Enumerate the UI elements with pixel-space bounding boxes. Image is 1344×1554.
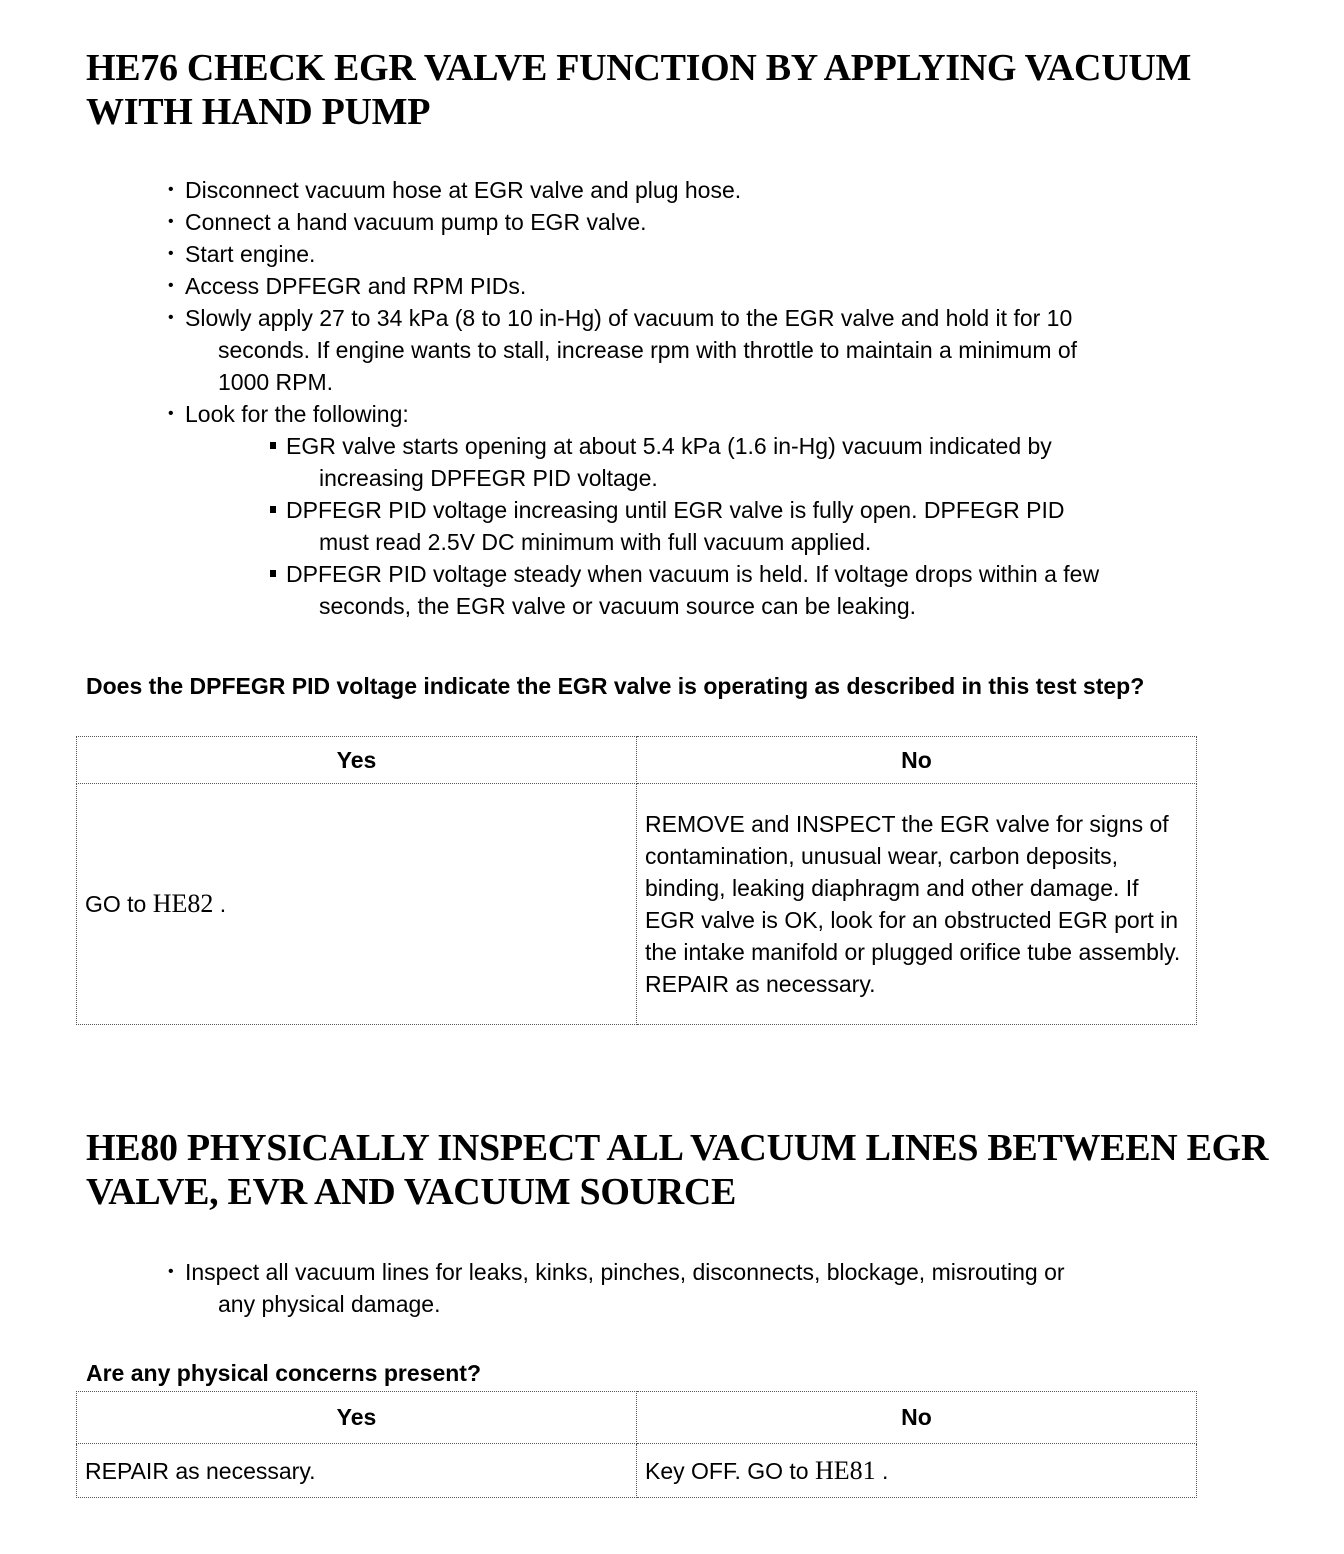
he80-decision-table — [76, 1391, 1197, 1498]
bullet-icon: • — [168, 309, 174, 326]
no-header: No — [637, 737, 1197, 784]
list-item: • Look for the following: EGR valve starts opening at about 5.4 kPa (1.6 in-Hg) vacuum indicated by increasing DPFEGR PID voltage. DPFEGR PID voltage increasing until EGR valve is fully open. DPFEGR PID must read 2.5V DC minimum with full vacuum applied. DPFEGR PID voltage steady when vacuum is held. If voltage drops within a few seconds, the EGR valve or vacuum source can be leaking. — [166, 398, 1276, 622]
yes-cell: GO to HE82 . — [77, 784, 637, 1025]
he82-link[interactable]: HE82 — [152, 889, 214, 918]
he81-link[interactable]: HE81 — [815, 1455, 876, 1485]
yes-header: Yes — [77, 737, 637, 784]
he80-question: Are any physical concerns present? — [86, 1360, 481, 1386]
bullet-icon: • — [168, 245, 174, 262]
list-item: DPFEGR PID voltage steady when vacuum is held. If voltage drops within a few seconds, the EGR valve or vacuum source can be leaking. — [270, 558, 1276, 622]
list-item: • Connect a hand vacuum pump to EGR valve. — [166, 206, 1276, 238]
he76-question: Does the DPFEGR PID voltage indicate the EGR valve is operating as described in this test step? — [86, 673, 1145, 699]
yes-header: Yes — [77, 1392, 637, 1444]
no-header: No — [637, 1392, 1197, 1444]
bullet-icon: • — [168, 1263, 174, 1280]
bullet-icon: • — [168, 277, 174, 294]
list-item: EGR valve starts opening at about 5.4 kPa (1.6 in-Hg) vacuum indicated by increasing DPFEGR PID voltage. — [270, 430, 1276, 494]
he80-steps-list — [166, 1256, 1276, 1320]
list-item: DPFEGR PID voltage increasing until EGR valve is fully open. DPFEGR PID must read 2.5V DC minimum with full vacuum applied. — [270, 494, 1276, 558]
list-item: • Access DPFEGR and RPM PIDs. — [166, 270, 1276, 302]
square-bullet-icon — [270, 570, 276, 577]
list-item: • Slowly apply 27 to 34 kPa (8 to 10 in-Hg) of vacuum to the EGR valve and hold it for 10 seconds. If engine wants to stall, increase rpm with throttle to maintain a minimum of 1000 RPM. — [166, 302, 1276, 398]
bullet-icon: • — [168, 181, 174, 198]
list-item: • Disconnect vacuum hose at EGR valve and plug hose. — [166, 174, 1276, 206]
he76-decision-table — [76, 736, 1197, 1025]
he76-steps-list — [166, 174, 1276, 622]
square-bullet-icon — [270, 506, 276, 513]
square-bullet-icon — [270, 442, 276, 449]
bullet-icon: • — [168, 213, 174, 230]
yes-cell: REPAIR as necessary. — [77, 1444, 637, 1498]
section-he80-title: HE80 PHYSICALLY INSPECT ALL VACUUM LINES BETWEEN EGR VALVE, EVR AND VACUUM SOURCE — [86, 1127, 1269, 1213]
list-item: • Start engine. — [166, 238, 1276, 270]
bullet-icon: • — [168, 405, 174, 422]
list-item: • Inspect all vacuum lines for leaks, kinks, pinches, disconnects, blockage, misrouting or any physical damage. — [166, 1256, 1276, 1320]
no-cell: REMOVE and INSPECT the EGR valve for signs of contamination, unusual wear, carbon deposits, binding, leaking diaphragm and other damage. If EGR valve is OK, look for an obstructed EGR port in the intake manifold or plugged orifice tube assembly. REPAIR as necessary. — [637, 784, 1197, 1025]
he76-substeps-list — [270, 430, 1276, 622]
section-he76-title: HE76 CHECK EGR VALVE FUNCTION BY APPLYING VACUUM WITH HAND PUMP — [86, 47, 1192, 133]
no-cell: Key OFF. GO to HE81 . — [637, 1444, 1197, 1498]
